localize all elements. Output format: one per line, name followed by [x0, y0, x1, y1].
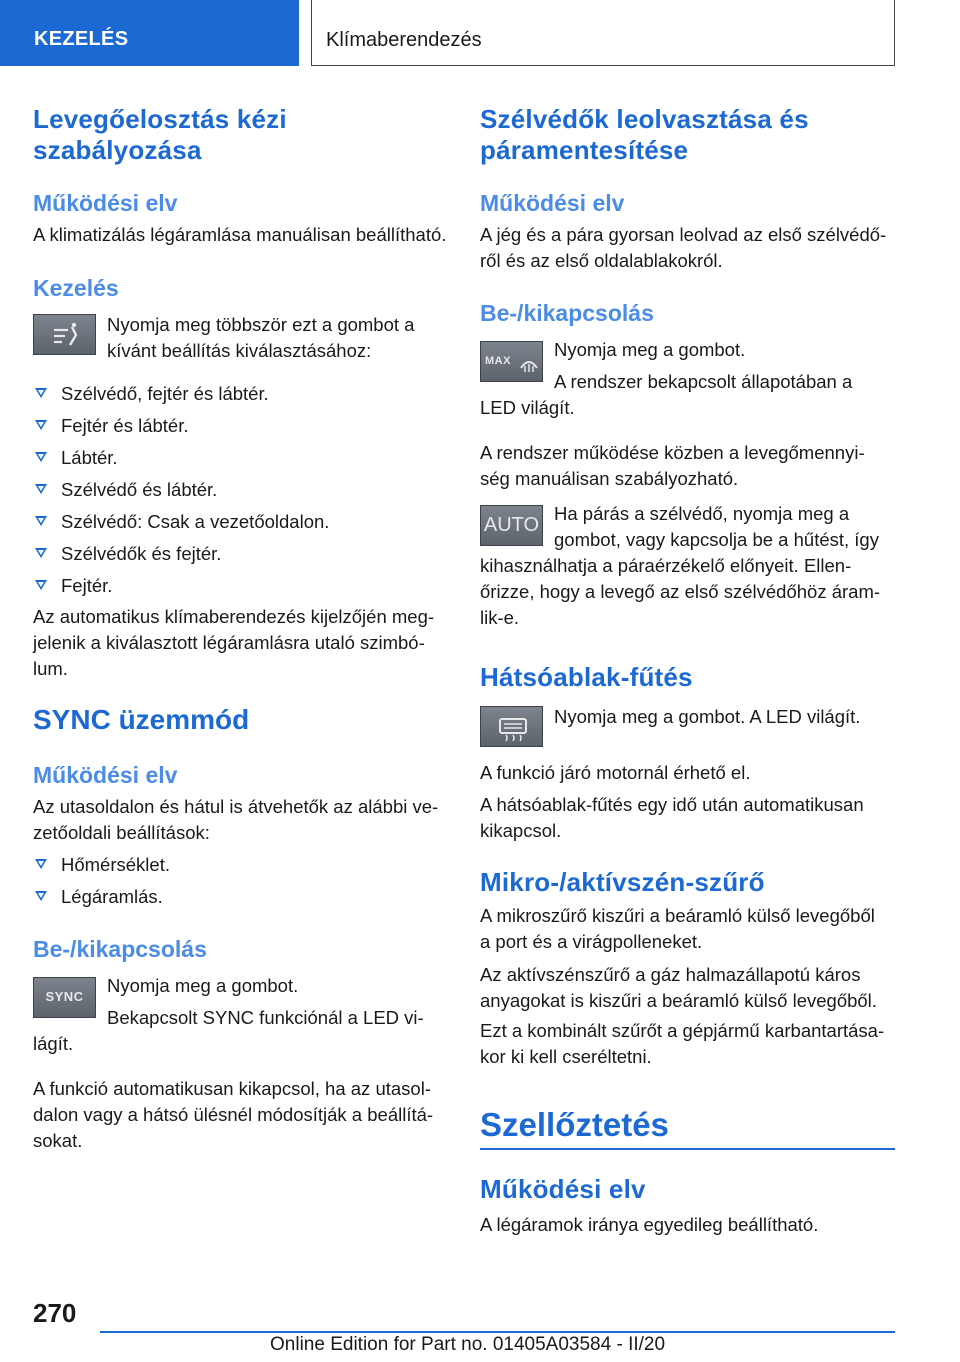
list-item: Szélvédő: Csak a vezetőoldalon.: [33, 509, 448, 535]
sync-onoff-heading: Be-/kikapcsolás: [33, 936, 207, 962]
bullet-triangle-icon: [35, 516, 47, 526]
sync-led-text: Bekapcsolt SYNC funkciónál a LED vi- lágít.: [33, 1007, 424, 1054]
bullet-triangle-icon: [35, 388, 47, 398]
defrost-onoff-heading: Be-/kikapcsolás: [480, 300, 654, 326]
ventilation-heading: Szellőztetés: [480, 1106, 669, 1143]
defrost-principle-heading: Működési elv: [480, 190, 625, 216]
sync-auto-off-text: A funkció automatikusan kikapcsol, ha az utasol- dalon vagy a hátsó ülésnél módosítják a beállítá- sokat.: [33, 1078, 434, 1151]
sync-principle-heading: Működési elv: [33, 762, 178, 788]
rear-heat-button-row: [480, 704, 895, 750]
rear-window-heating-heading: Hátsóablak-fűtés: [480, 662, 693, 692]
operation-heading: Kezelés: [33, 275, 119, 301]
bullet-triangle-icon: [35, 891, 47, 901]
footer-rule: [100, 1331, 895, 1333]
airflow-distribution-icon: [34, 315, 97, 356]
chapter-title: Klímaberendezés: [326, 29, 482, 51]
max-press-text: Nyomja meg a gombot.: [554, 339, 746, 360]
airflow-button-row: [33, 312, 448, 368]
sync-mode-heading: SYNC üzemmód: [33, 704, 250, 735]
list-item: Szélvédők és fejtér.: [33, 541, 448, 567]
bullet-triangle-icon: [35, 548, 47, 558]
list-item: Lábtér.: [33, 445, 448, 471]
manual-principle-heading: Működési elv: [33, 190, 178, 216]
defrost-principle-text: A jég és a pára gyorsan leolvad az első szélvédő- ről és az első oldalablakokról.: [480, 224, 887, 271]
rear-window-heating-button[interactable]: [480, 706, 543, 747]
sync-principle-text: Az utasoldalon és hátul is átvehetők az alábbi ve- zetőoldali beállítások:: [33, 796, 439, 843]
rear-press-text: Nyomja meg a gombot. A LED világít.: [554, 706, 861, 727]
ventilation-rule: [480, 1148, 895, 1150]
manual-principle-text: A klimatizálás légáramlása manuálisan beállítható.: [33, 224, 447, 245]
list-item: Légáramlás.: [33, 884, 448, 910]
max-button-label: MAX: [485, 355, 511, 367]
ventilation-principle-heading: Működési elv: [480, 1174, 646, 1204]
ventilation-principle-text: A légáramok iránya egyedileg beállítható.: [480, 1214, 819, 1235]
max-led-text: A rendszer bekapcsolt állapotában a LED világít.: [480, 371, 853, 418]
manual-distribution-heading: Levegőelosztás kézi szabályozása: [33, 104, 287, 165]
list-item: Hőmérséklet.: [33, 852, 448, 878]
section-label: KEZELÉS: [34, 28, 129, 50]
list-item: Szélvédő, fejtér és lábtér.: [33, 381, 448, 407]
display-note: Az automatikus klímaberendezés kijelzőjén meg- jelenik a kiválasztott légáramlásra utaló szimbó- lum.: [33, 606, 435, 679]
airflow-distribution-button[interactable]: [33, 314, 96, 355]
bullet-triangle-icon: [35, 859, 47, 869]
sync-press-text: Nyomja meg a gombot.: [107, 975, 299, 996]
bullet-triangle-icon: [35, 420, 47, 430]
filter-micro-text: A mikroszűrő kiszűri a beáramló külső levegőből a port és a virágpolleneket.: [480, 905, 875, 952]
list-item: Szélvédő és lábtér.: [33, 477, 448, 503]
list-item: Fejtér.: [33, 573, 448, 599]
bullet-triangle-icon: [35, 484, 47, 494]
airflow-button-instruction: Nyomja meg többször ezt a gombot a kívánt beállítás kiválasztásához:: [107, 314, 415, 361]
filter-heading: Mikro-/aktívszén-szűrő: [480, 867, 765, 897]
sync-button-label: SYNC: [45, 989, 84, 1004]
list-item: Fejtér és lábtér.: [33, 413, 448, 439]
bullet-triangle-icon: [35, 580, 47, 590]
auto-fog-text: Ha párás a szélvédő, nyomja meg a gombot, vagy kapcsolja be a hűtést, így kihasználhatja a páraérzékelő előnyeit. Ellen- őrizze, hogy a levegő az első szélvédőhöz áram- lik-e.: [480, 503, 881, 628]
edition-text: Online Edition for Part no. 01405A03584 - II/20: [270, 1334, 666, 1355]
airflow-manual-note: A rendszer működése közben a levegőmennyi- ség manuálisan szabályozható.: [480, 442, 865, 489]
defrost-heading: Szélvédők leolvasztása és páramentesítése: [480, 104, 809, 165]
rear-window-heating-icon: [481, 707, 544, 748]
bullet-triangle-icon: [35, 452, 47, 462]
section-tab: [0, 0, 299, 66]
filter-carbon-text: Az aktívszénszűrő a gáz halmazállapotú káros anyagokat is kiszűri a beáramló külső levegőből.: [480, 964, 877, 1011]
rear-auto-off-text: A hátsóablak-fűtés egy idő után automatikusan kikapcsol.: [480, 794, 864, 841]
rear-engine-note: A funkció járó motornál érhető el.: [480, 762, 751, 783]
filter-replace-text: Ezt a kombinált szűrőt a gépjármű karbantartása- kor ki kell cseréltetni.: [480, 1020, 885, 1067]
chapter-header: [311, 0, 895, 66]
page-number: 270: [33, 1298, 77, 1328]
auto-button-label: AUTO: [483, 514, 540, 536]
